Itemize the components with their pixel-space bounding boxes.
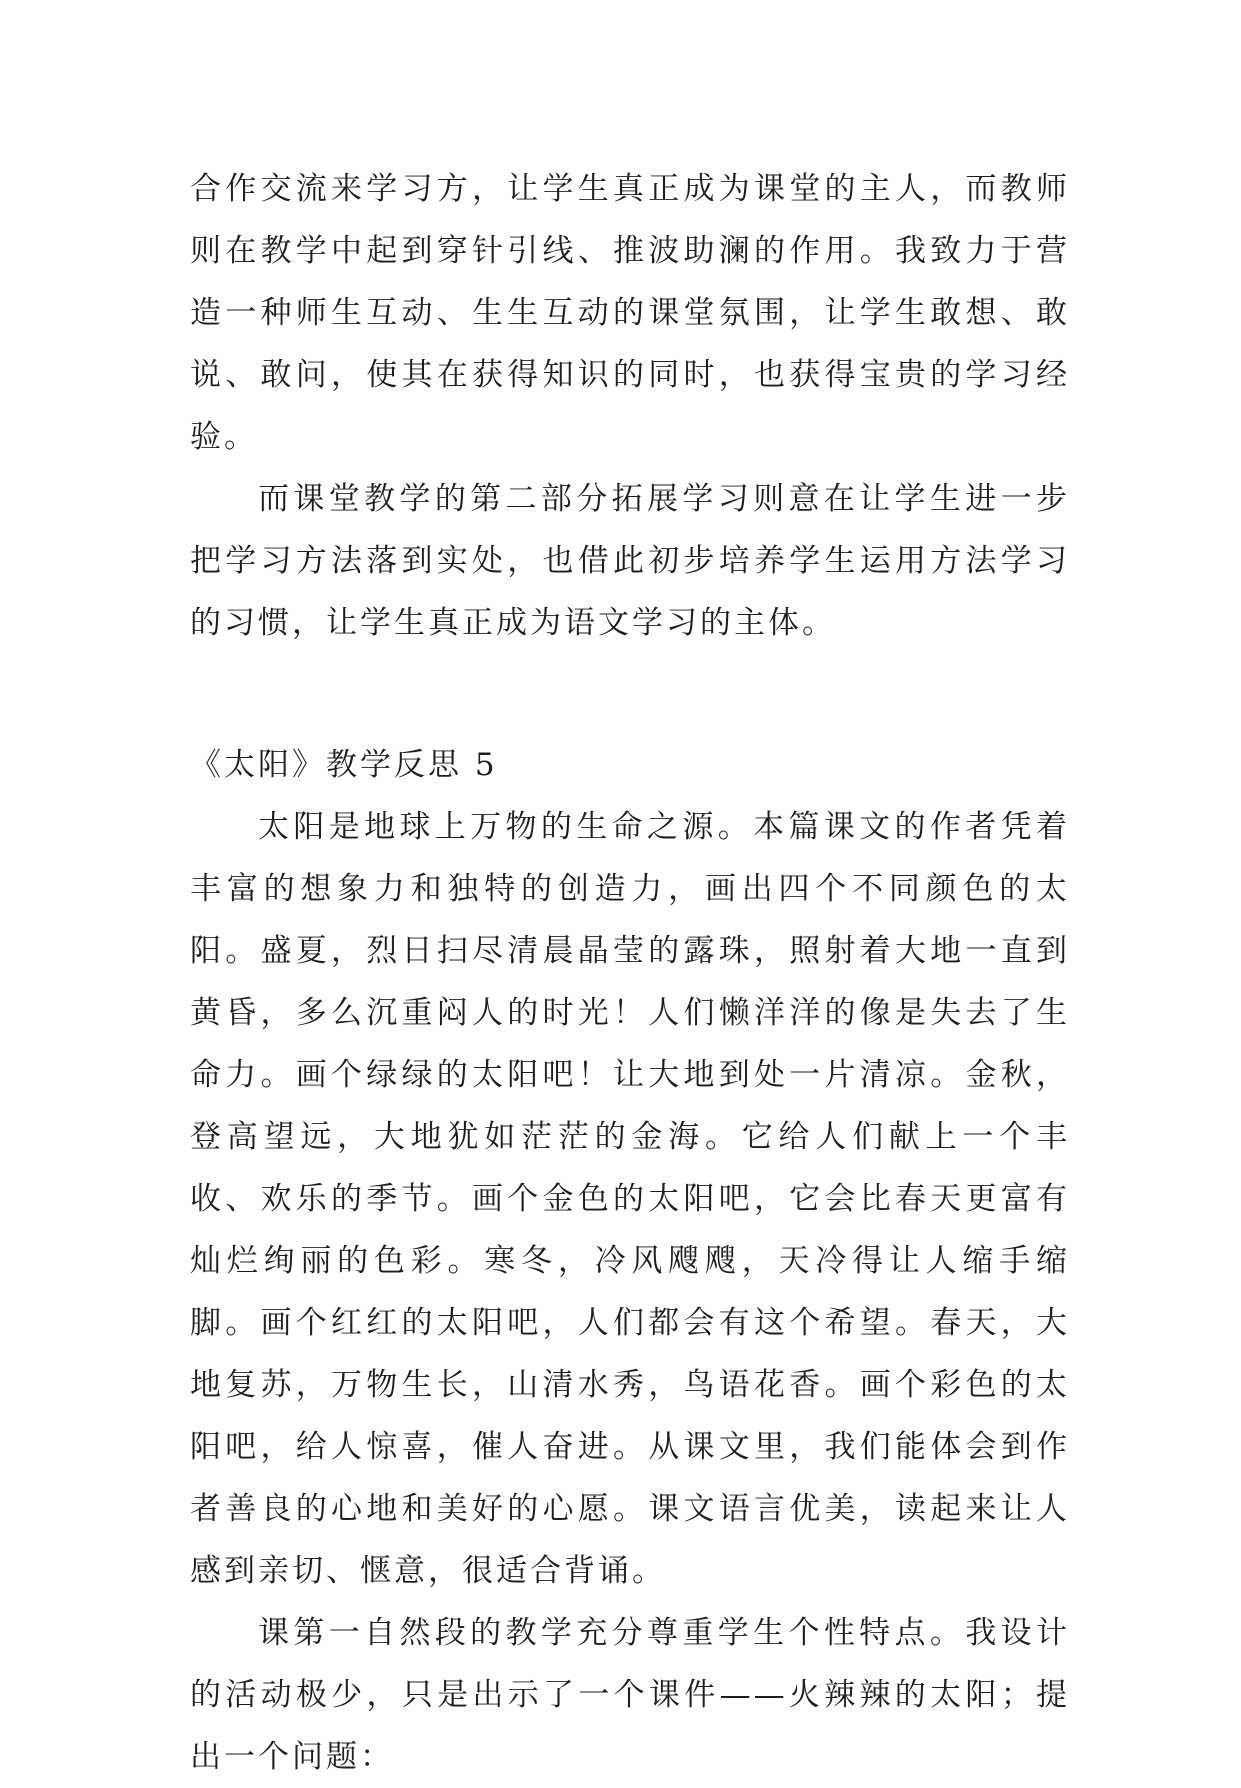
paragraph-continued: 合作交流来学习方，让学生真正成为课堂的主人，而教师则在教学中起到穿针引线、推波助澜的作用。我致力于营造一种师生互动、生生互动的课堂氛围，让学生敢想、敢说、敢问，使其在获得知识的同时，也获得宝贵的学习经验。 <box>190 171 1070 455</box>
section-heading: 《太阳》教学反思 5 <box>190 747 498 783</box>
document-body <box>190 158 1070 1788</box>
paragraph-extension-learning: 而课堂教学的第二部分拓展学习则意在让学生进一步把学习方法落到实处，也借此初步培养学生运用方法学习的习惯，让学生真正成为语文学习的主体。 <box>190 481 1070 641</box>
paragraph-first-section-teaching: 课第一自然段的教学充分尊重学生个性特点。我设计的活动极少，只是出示了一个课件——火辣辣的太阳；提出一个问题： <box>190 1615 1070 1775</box>
paragraph-sun-intro: 太阳是地球上万物的生命之源。本篇课文的作者凭着丰富的想象力和独特的创造力，画出四个不同颜色的太阳。盛夏，烈日扫尽清晨晶莹的露珠，照射着大地一直到黄昏，多么沉重闷人的时光！人们懒洋洋的像是失去了生命力。画个绿绿的太阳吧！让大地到处一片清凉。金秋，登高望远，大地犹如茫茫的金海。它给人们献上一个丰收、欢乐的季节。画个金色的太阳吧，它会比春天更富有灿烂绚丽的色彩。寒冬，冷风飕飕，天冷得让人缩手缩脚。画个红红的太阳吧，人们都会有这个希望。春天，大地复苏，万物生长，山清水秀，鸟语花香。画个彩色的太阳吧，给人惊喜，催人奋进。从课文里，我们能体会到作者善良的心地和美好的心愿。课文语言优美，读起来让人感到亲切、惬意，很适合背诵。 <box>190 809 1070 1589</box>
